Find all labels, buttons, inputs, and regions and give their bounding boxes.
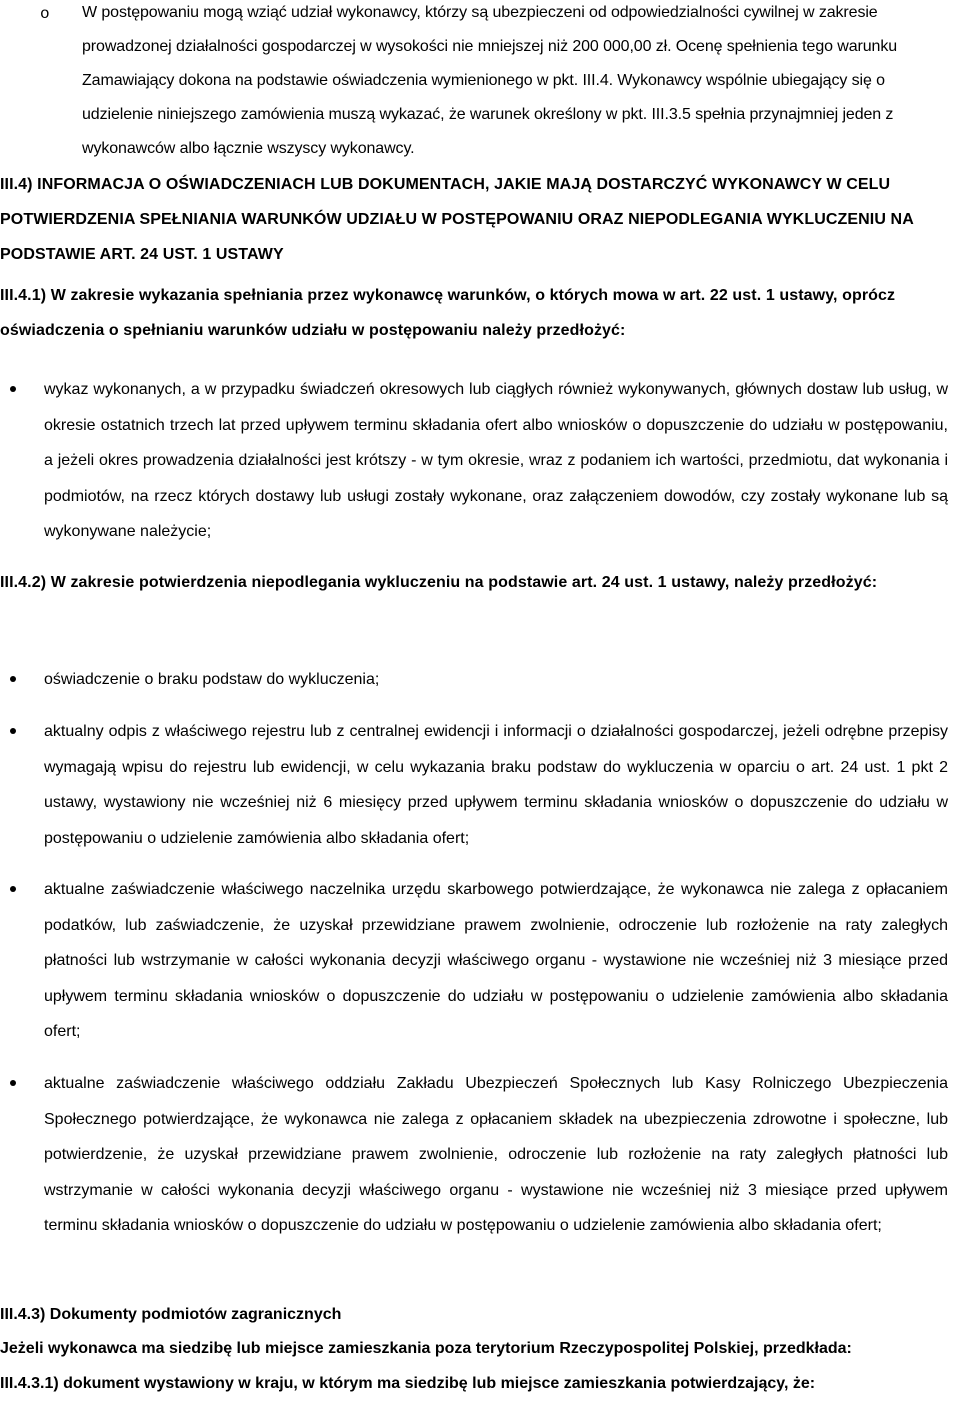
section-heading-iii43: III.4.3) Dokumenty podmiotów zagranicznych: [0, 1306, 342, 1323]
bullet-icon: [10, 676, 16, 682]
section-subtext-iii43: Jeżeli wykonawca ma siedzibę lub miejsce zamieszkania poza terytorium Rzeczypospolitej Polskiej, przedkłada:: [0, 1340, 852, 1357]
intro-paragraph: W postępowaniu mogą wziąć udział wykonawcy, którzy są ubezpieczeni od odpowiedzialności cywilnej w zakresie prowadzonej działalności gospodarczej w wysokości nie mniejszej niż 200 000,00 zł. Ocenę spełnienia tego warunku Zamawiający dokona na podstawie oświadczenia wymienionego w pkt. III.4. Wykonawcy wspólnie ubiegający się o udzielenie niniejszego zamówienia muszą wykazać, że warunek określony w pkt. III.3.5 spełnia przynajmniej jeden z wykonawców albo łącznie wszyscy wykonawcy.: [82, 4, 898, 157]
section-subitem-iii431: III.4.3.1) dokument wystawiony w kraju, w którym ma siedzibę lub miejsce zamieszkania potwierdzający, że:: [0, 1375, 816, 1392]
list-item-text: aktualne zaświadczenie właściwego naczelnika urzędu skarbowego potwierdzające, że wykonawca nie zalega z opłacaniem podatków, lub zaświadczenie, że uzyskał przewidziane prawem zwolnienie, odroczenie lub rozłożenie na raty zaległych płatności lub wstrzymanie w całości wykonania decyzji właściwego organu - wystawione nie wcześniej niż 3 miesiące przed upływem terminu składania wniosków o dopuszczenie do udziału w postępowaniu o udzielenie zamówienia albo składania ofert;: [44, 881, 948, 1040]
section-heading-iii41: III.4.1) W zakresie wykazania spełniania przez wykonawcę warunków, o których mowa w art. 22 ust. 1 ustawy, oprócz oświadczenia o spełnianiu warunków udziału w postępowaniu należy przedłożyć:: [0, 287, 896, 339]
list-item: [10, 662, 948, 698]
bullet-icon: [10, 386, 16, 392]
bullet-icon: [10, 886, 16, 892]
list-item-text: wykaz wykonanych, a w przypadku świadczeń okresowych lub ciągłych również wykonywanych, głównych dostaw lub usług, w okresie ostatnich trzech lat przed upływem terminu składania ofert albo wniosków o dopuszczenie do udziału w postępowaniu, a jeżeli okres prowadzenia działalności jest krótszy - w tym okresie, wraz z podaniem ich wartości, przedmiotu, dat wykonania i podmiotów, na rzecz których dostawy lub usługi zostały wykonane, oraz załączeniem dowodów, czy zostały wykonane lub są wykonywane należycie;: [44, 381, 948, 540]
list-item-text: aktualne zaświadczenie właściwego oddziału Zakładu Ubezpieczeń Społecznych lub Kasy Rolniczego Ubezpieczenia Społecznego potwierdzające, że wykonawca nie zalega z opłacaniem składek na ubezpieczenia zdrowotne i społeczne, lub potwierdzenie, że uzyskał przewidziane prawem zwolnienie, odroczenie lub rozłożenie na raty zaległych płatności lub wstrzymanie w całości wykonania decyzji właściwego organu - wystawione nie wcześniej niż 3 miesiące przed upływem terminu składania wniosków o dopuszczenie do udziału w postępowaniu o udzielenie zamówienia albo składania ofert;: [44, 1075, 948, 1234]
list-item: [10, 1066, 948, 1244]
list-item: [10, 714, 948, 856]
bullet-icon: [10, 728, 16, 734]
section-heading-iii4: III.4) INFORMACJA O OŚWIADCZENIACH LUB DOKUMENTACH, JAKIE MAJĄ DOSTARCZYĆ WYKONAWCY W CELU POTWIERDZENIA SPEŁNIANIA WARUNKÓW UDZIAŁU W POSTĘPOWANIU ORAZ NIEPODLEGANIA WYKLUCZENIU NA PODSTAWIE ART. 24 UST. 1 USTAWY: [0, 176, 914, 263]
list-item: [10, 372, 948, 550]
list-marker-o: o: [40, 5, 50, 23]
list-item-text: aktualny odpis z właściwego rejestru lub z centralnej ewidencji i informacji o działalności gospodarczej, jeżeli odrębne przepisy wymagają wpisu do rejestru lub ewidencji, w celu wykazania braku podstaw do wykluczenia w oparciu o art. 24 ust. 1 pkt 2 ustawy, wystawiony nie wcześniej niż 6 miesięcy przed upływem terminu składania wniosków o dopuszczenie do udziału w postępowaniu o udzielenie zamówienia albo składania ofert;: [44, 723, 948, 847]
list-item-text: oświadczenie o braku podstaw do wykluczenia;: [44, 671, 380, 688]
section-heading-iii42: III.4.2) W zakresie potwierdzenia niepodlegania wykluczeniu na podstawie art. 24 ust. 1 ustawy, należy przedłożyć:: [0, 574, 878, 591]
bullet-icon: [10, 1080, 16, 1086]
list-item: [10, 872, 948, 1050]
